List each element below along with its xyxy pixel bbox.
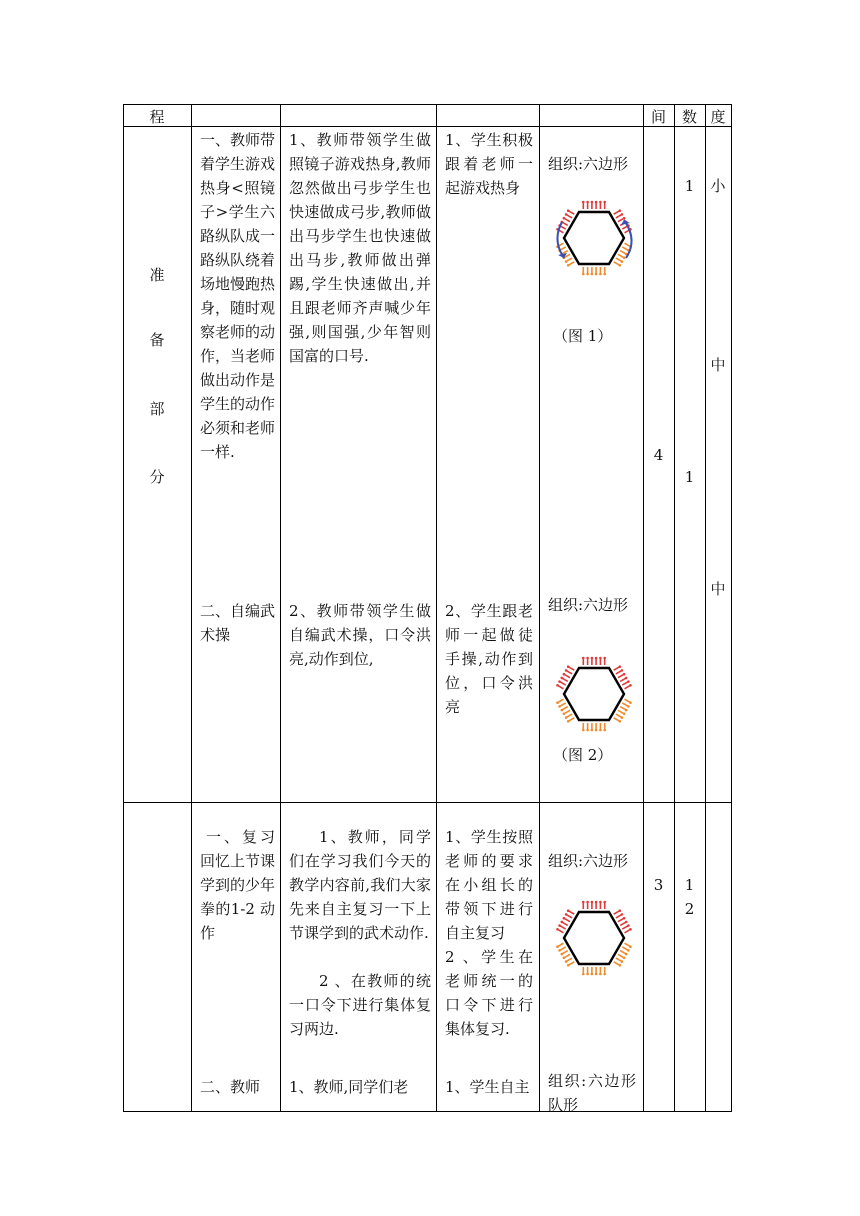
student-head [586,729,589,732]
hexagon-shape [564,912,624,964]
student-head [563,957,566,960]
student-head [567,964,570,967]
s1-p1-org: 组织:六边形 [548,155,629,173]
s2-p2-org: 组织:六边形队形 [548,1072,636,1114]
student-marker [569,718,574,721]
student-head [619,665,622,668]
student-head [558,705,561,708]
running-direction-arrow [624,220,632,258]
student-head [591,973,594,976]
student-head [556,945,559,948]
student-marker [567,915,572,918]
student-marker [618,675,623,678]
student-marker [565,675,570,678]
student-marker [618,919,623,922]
student-marker [616,915,621,918]
student-head [595,201,598,204]
student-head [625,921,628,924]
student-head [582,273,585,276]
student-head [599,973,602,976]
student-marker [561,926,566,929]
student-marker [620,922,625,925]
s1-count-1: 1 [684,177,695,195]
student-head [591,729,594,732]
header-time: 间 [650,108,666,126]
student-marker [558,699,563,702]
student-marker [561,226,566,229]
student-head [565,913,568,916]
student-head [625,953,628,956]
student-head [586,201,589,204]
student-head [623,217,626,220]
student-marker [561,247,566,250]
student-head [629,684,632,687]
student-head [591,901,594,904]
student-marker [618,710,623,713]
student-head [558,924,561,927]
student-head [619,720,622,723]
student-head [595,729,598,732]
s1-intensity-3: 中 [710,580,726,598]
student-head [623,957,626,960]
student-head [556,684,559,687]
student-marker [620,251,625,254]
student-head [582,657,585,660]
student-marker [620,707,625,710]
student-marker [567,215,572,218]
student-marker [614,962,619,965]
student-head [565,960,568,963]
student-marker [620,951,625,954]
student-head [556,928,559,931]
student-head [619,264,622,267]
student-head [558,949,561,952]
student-head [561,677,564,680]
student-marker [567,714,572,717]
s2-p1-org: 组织:六边形 [548,852,629,870]
student-head [599,729,602,732]
student-head [625,677,628,680]
student-head [603,973,606,976]
lesson-plan-table [123,104,732,1112]
table-border-top [123,104,732,105]
student-marker [563,922,568,925]
student-head [627,705,630,708]
header-divider [123,126,732,127]
student-marker [616,258,621,261]
student-marker [618,954,623,957]
student-head [621,213,624,216]
student-head [621,913,624,916]
col-line-6 [674,104,675,1112]
student-head [629,701,632,704]
student-head [625,709,628,712]
student-head [623,917,626,920]
student-marker [561,682,566,685]
s1-p1-teacher: 1、教师带领学生做照镜子游戏热身,教师忽然做出弓步学生也快速做成弓步,教师做出马步学生也快速做出马步,教师做出弹踢,学生快速做出,并且跟老师齐声喊少年强,则国强,少年智则国富的口号. [289,131,431,365]
student-head [603,657,606,660]
student-head [603,273,606,276]
col-line-7 [705,104,706,1112]
student-head [565,260,568,263]
section1-title-char-4: 分 [149,468,165,486]
student-head [629,928,632,931]
student-head [621,960,624,963]
header-count: 数 [681,108,697,126]
student-head [556,701,559,704]
student-head [582,901,585,904]
student-marker [614,718,619,721]
s1-p2-student: 2、学生跟老师一起做徒手操,动作到位，口令洪亮 [445,602,533,716]
section1-title-char-2: 备 [149,331,165,349]
s1-intensity-1: 小 [710,177,726,195]
col-line-8 [731,104,732,1112]
student-head [561,709,564,712]
s2-p1-teacher-2: 2 、在教师的统一口令下进行集体复习两边. [289,972,431,1038]
student-marker [614,211,619,214]
student-marker [614,667,619,670]
student-head [621,716,624,719]
hexagon-formation-figure-1 [548,200,640,276]
student-head [563,673,566,676]
student-marker [567,671,572,674]
section-divider [123,802,732,803]
student-head [567,209,570,212]
student-marker [558,686,563,689]
student-head [595,973,598,976]
student-head [603,201,606,204]
col-line-3 [436,104,437,1112]
student-head [582,201,585,204]
header-process: 程 [149,108,165,126]
student-head [591,657,594,660]
student-head [623,713,626,716]
s2-p2-teacher: 1、教师,同学们老 [289,1078,409,1096]
student-marker [563,251,568,254]
student-head [567,264,570,267]
col-line-4 [539,104,540,1112]
student-head [582,973,585,976]
s1-time: 4 [653,446,664,464]
s1-intensity-2: 中 [710,356,726,374]
student-head [627,924,630,927]
student-marker [616,958,621,961]
student-marker [563,678,568,681]
student-head [627,680,630,683]
student-head [619,909,622,912]
student-marker [622,682,627,685]
student-head [582,729,585,732]
student-head [595,901,598,904]
student-marker [625,699,630,702]
student-marker [622,947,627,950]
hexagon-shape [564,212,624,264]
student-head [599,201,602,204]
student-head [586,657,589,660]
student-head [603,901,606,904]
student-head [561,953,564,956]
arrow-head [621,220,630,225]
s1-count-2: 1 [684,468,695,486]
student-head [567,720,570,723]
student-head [623,257,626,260]
header-intensity: 度 [710,108,726,126]
student-marker [569,211,574,214]
student-head [619,209,622,212]
s2-p2-content: 二、教师 [200,1078,261,1096]
student-marker [565,219,570,222]
student-marker [563,951,568,954]
student-marker [563,222,568,225]
student-marker [565,710,570,713]
student-marker [620,678,625,681]
student-marker [565,954,570,957]
hexagon-shape [564,668,624,720]
col-line-2 [280,104,281,1112]
student-head [567,665,570,668]
s1-p2-content: 二、自编武术操 [200,602,276,644]
student-marker [561,703,566,706]
student-marker [625,943,630,946]
student-marker [569,962,574,965]
student-marker [565,919,570,922]
student-marker [569,262,574,265]
student-head [629,945,632,948]
student-marker [558,943,563,946]
student-marker [622,926,627,929]
s1-p2-teacher: 2、教师带领学生做自编武术操，口令洪亮,动作到位, [289,602,431,668]
student-marker [614,911,619,914]
student-marker [625,243,630,246]
s1-p1-student: 1、学生积极跟着老师一起游戏热身 [445,131,533,197]
student-head [565,716,568,719]
col-line-1 [191,104,192,1112]
student-head [621,260,624,263]
student-marker [625,686,630,689]
student-head [591,273,594,276]
student-head [563,217,566,220]
student-head [561,921,564,924]
s2-time: 3 [653,876,664,894]
student-head [595,657,598,660]
student-marker [561,947,566,950]
s2-p1-teacher-1: 1、教师，同学们在学习我们今天的教学内容前,我们大家先来自主复习一下上节课学到的武术动作. [289,828,431,942]
student-head [603,729,606,732]
student-head [599,657,602,660]
section1-title-char-3: 部 [149,400,165,418]
student-marker [622,226,627,229]
student-head [565,669,568,672]
s1-p2-org: 组织:六边形 [548,596,629,614]
student-head [621,669,624,672]
student-head [599,273,602,276]
student-marker [618,219,623,222]
student-marker [616,671,621,674]
student-head [623,673,626,676]
student-marker [569,911,574,914]
student-head [567,909,570,912]
student-head [586,901,589,904]
student-head [586,973,589,976]
student-marker [616,714,621,717]
s2-p1-content: 一、复习回忆上节课学到的少年拳的1-2 动作 [200,828,276,942]
student-marker [567,258,572,261]
student-head [599,901,602,904]
student-marker [618,254,623,257]
student-head [563,917,566,920]
student-head [595,273,598,276]
s2-p1-student: 1、学生按照老师的要求在小组长的带领下进行自主复习 2 、学生在老师统一的口令下进行集体复习. [445,828,533,1038]
hexagon-formation-figure-2 [548,656,640,732]
student-marker [622,703,627,706]
student-head [558,680,561,683]
student-head [591,201,594,204]
table-border-bottom [123,1111,732,1112]
student-marker [567,958,572,961]
student-head [563,713,566,716]
student-marker [616,215,621,218]
s1-p1-figure-label: （图 1） [553,327,613,345]
s2-count: 1 2 [684,876,695,918]
hexagon-formation-figure-3 [548,900,640,976]
student-marker [563,707,568,710]
s2-p2-student: 1、学生自主 [445,1078,530,1096]
student-marker [625,930,630,933]
student-head [627,949,630,952]
student-head [619,964,622,967]
s1-p1-content: 一、教师带着学生游戏热身<照镜子>学生六路纵队成一路纵队绕着场地慢跑热身，随时观察老师的动作，当老师做出动作是学生的动作必须和老师一样. [200,131,276,461]
student-marker [558,930,563,933]
s1-p2-figure-label: （图 2） [553,746,613,764]
col-line-5 [643,104,644,1112]
section1-title-char-1: 准 [149,266,165,284]
student-head [565,213,568,216]
col-line-0 [123,104,124,1112]
student-marker [569,667,574,670]
student-marker [622,247,627,250]
student-marker [614,262,619,265]
student-head [586,273,589,276]
